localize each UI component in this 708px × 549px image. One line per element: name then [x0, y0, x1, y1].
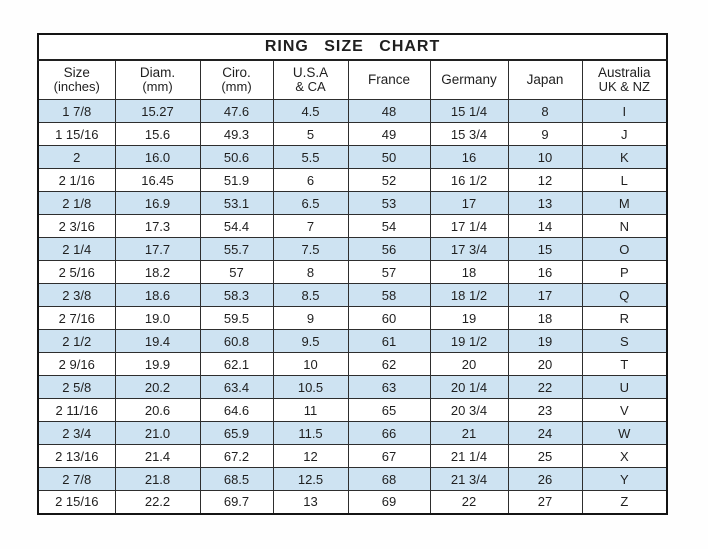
table-row [38, 307, 667, 330]
table-cell: 20.2 [115, 376, 200, 399]
table-cell: 49 [348, 123, 430, 146]
table-cell: 8.5 [273, 284, 348, 307]
table-cell: 11.5 [273, 422, 348, 445]
column-header-sublabel: (mm) [142, 79, 173, 95]
column-header [115, 60, 200, 100]
table-cell: 61 [348, 330, 430, 353]
ring-size-table [37, 33, 668, 515]
table-cell: 15.6 [115, 123, 200, 146]
column-header [430, 60, 508, 100]
table-row [38, 376, 667, 399]
table-cell: 19 [508, 330, 582, 353]
table-cell: 17.3 [115, 215, 200, 238]
table-cell: 2 1/8 [38, 192, 115, 215]
column-header [348, 60, 430, 100]
table-cell: 58.3 [200, 284, 273, 307]
column-header-label: Japan [526, 72, 564, 88]
table-cell: 16.0 [115, 146, 200, 169]
table-cell: 22 [430, 491, 508, 514]
table-cell: 49.3 [200, 123, 273, 146]
table-cell: K [582, 146, 667, 169]
table-cell: 58 [348, 284, 430, 307]
table-cell: U [582, 376, 667, 399]
table-cell: 57 [200, 261, 273, 284]
table-cell: 19 1/2 [430, 330, 508, 353]
table-cell: 23 [508, 399, 582, 422]
table-cell: 9.5 [273, 330, 348, 353]
table-cell: 12.5 [273, 468, 348, 491]
table-cell: P [582, 261, 667, 284]
table-row [38, 468, 667, 491]
table-cell: 21 3/4 [430, 468, 508, 491]
table-row [38, 445, 667, 468]
table-cell: I [582, 100, 667, 123]
table-cell: 21 1/4 [430, 445, 508, 468]
table-cell: 2 11/16 [38, 399, 115, 422]
table-cell: S [582, 330, 667, 353]
table-cell: R [582, 307, 667, 330]
table-cell: 2 9/16 [38, 353, 115, 376]
table-row [38, 491, 667, 514]
column-header-sublabel: (mm) [221, 79, 252, 95]
table-cell: 67 [348, 445, 430, 468]
table-cell: 15.27 [115, 100, 200, 123]
table-cell: 2 5/8 [38, 376, 115, 399]
table-cell: 18.2 [115, 261, 200, 284]
table-cell: 57 [348, 261, 430, 284]
table-cell: 8 [273, 261, 348, 284]
table-cell: 48 [348, 100, 430, 123]
chart-title: RING SIZE CHART [38, 34, 667, 60]
column-header-label: Ciro. [222, 65, 251, 81]
table-cell: 20 [430, 353, 508, 376]
table-cell: 6.5 [273, 192, 348, 215]
table-cell: 60 [348, 307, 430, 330]
table-cell: 69.7 [200, 491, 273, 514]
table-cell: 16 [508, 261, 582, 284]
table-cell: 2 1/16 [38, 169, 115, 192]
table-cell: 13 [508, 192, 582, 215]
column-header [582, 60, 667, 100]
table-cell: 2 3/4 [38, 422, 115, 445]
table-row [38, 215, 667, 238]
table-cell: 21 [430, 422, 508, 445]
table-row [38, 238, 667, 261]
table-cell: 54.4 [200, 215, 273, 238]
table-cell: 25 [508, 445, 582, 468]
table-cell: 68.5 [200, 468, 273, 491]
table-cell: 65 [348, 399, 430, 422]
table-cell: 20 1/4 [430, 376, 508, 399]
table-cell: Y [582, 468, 667, 491]
table-cell: O [582, 238, 667, 261]
table-cell: 17 [430, 192, 508, 215]
table-cell: 50 [348, 146, 430, 169]
table-cell: V [582, 399, 667, 422]
table-cell: 2 3/16 [38, 215, 115, 238]
table-cell: 19.9 [115, 353, 200, 376]
column-header-label: Size [63, 65, 90, 81]
table-cell: 2 7/8 [38, 468, 115, 491]
table-cell: 66 [348, 422, 430, 445]
table-cell: 62.1 [200, 353, 273, 376]
table-row [38, 261, 667, 284]
table-cell: 64.6 [200, 399, 273, 422]
table-cell: 63.4 [200, 376, 273, 399]
table-cell: 62 [348, 353, 430, 376]
table-cell: 6 [273, 169, 348, 192]
table-cell: 53.1 [200, 192, 273, 215]
table-cell: 21.0 [115, 422, 200, 445]
table-cell: 54 [348, 215, 430, 238]
table-cell: 21.4 [115, 445, 200, 468]
table-cell: 14 [508, 215, 582, 238]
table-cell: 53 [348, 192, 430, 215]
table-cell: N [582, 215, 667, 238]
table-cell: 19.0 [115, 307, 200, 330]
table-cell: 7.5 [273, 238, 348, 261]
table-cell: 2 1/2 [38, 330, 115, 353]
table-cell: 5 [273, 123, 348, 146]
table-cell: 1 7/8 [38, 100, 115, 123]
table-cell: 19 [430, 307, 508, 330]
table-cell: 55.7 [200, 238, 273, 261]
table-row [38, 422, 667, 445]
table-cell: 10.5 [273, 376, 348, 399]
column-header [508, 60, 582, 100]
table-cell: 20 [508, 353, 582, 376]
table-row [38, 146, 667, 169]
table-cell: 20.6 [115, 399, 200, 422]
table-cell: 20 3/4 [430, 399, 508, 422]
table-cell: 5.5 [273, 146, 348, 169]
table-cell: 16 [430, 146, 508, 169]
header-row [38, 60, 667, 100]
table-cell: 15 3/4 [430, 123, 508, 146]
table-cell: 60.8 [200, 330, 273, 353]
table-cell: 24 [508, 422, 582, 445]
table-cell: Z [582, 491, 667, 514]
table-cell: 69 [348, 491, 430, 514]
table-row [38, 330, 667, 353]
column-header-sublabel: & CA [295, 79, 326, 95]
table-cell: 51.9 [200, 169, 273, 192]
table-cell: 22.2 [115, 491, 200, 514]
table-cell: 63 [348, 376, 430, 399]
column-header-label: France [367, 72, 411, 88]
table-cell: 18 [508, 307, 582, 330]
column-header-label: U.S.A [292, 65, 329, 81]
table-cell: 1 15/16 [38, 123, 115, 146]
table-row [38, 284, 667, 307]
table-cell: 68 [348, 468, 430, 491]
table-cell: 56 [348, 238, 430, 261]
table-cell: Q [582, 284, 667, 307]
table-cell: 67.2 [200, 445, 273, 468]
title-row [38, 34, 667, 60]
table-row [38, 399, 667, 422]
table-cell: 12 [508, 169, 582, 192]
column-header-label: Germany [441, 72, 497, 88]
table-cell: M [582, 192, 667, 215]
table-cell: L [582, 169, 667, 192]
table-row [38, 353, 667, 376]
table-cell: 9 [508, 123, 582, 146]
table-cell: 18 [430, 261, 508, 284]
table-cell: 15 1/4 [430, 100, 508, 123]
table-body [38, 100, 667, 514]
column-header-sublabel: (inches) [53, 79, 100, 95]
table-cell: 2 15/16 [38, 491, 115, 514]
table-cell: 16.45 [115, 169, 200, 192]
table-cell: 47.6 [200, 100, 273, 123]
table-cell: 2 1/4 [38, 238, 115, 261]
table-cell: 18.6 [115, 284, 200, 307]
table-row [38, 123, 667, 146]
table-cell: 17 3/4 [430, 238, 508, 261]
column-header-label: Australia [598, 65, 651, 81]
table-cell: 16 1/2 [430, 169, 508, 192]
table-cell: J [582, 123, 667, 146]
table-cell: 50.6 [200, 146, 273, 169]
table-cell: 17 [508, 284, 582, 307]
table-row [38, 100, 667, 123]
table-cell: W [582, 422, 667, 445]
table-cell: 22 [508, 376, 582, 399]
table-cell: 17 1/4 [430, 215, 508, 238]
table-cell: 19.4 [115, 330, 200, 353]
table-cell: 59.5 [200, 307, 273, 330]
table-cell: 10 [508, 146, 582, 169]
table-cell: 9 [273, 307, 348, 330]
table-cell: 52 [348, 169, 430, 192]
table-cell: 15 [508, 238, 582, 261]
table-cell: 2 5/16 [38, 261, 115, 284]
table-cell: 4.5 [273, 100, 348, 123]
table-cell: 2 3/8 [38, 284, 115, 307]
table-cell: 12 [273, 445, 348, 468]
table-cell: 16.9 [115, 192, 200, 215]
table-cell: 13 [273, 491, 348, 514]
table-cell: 2 13/16 [38, 445, 115, 468]
table-cell: 17.7 [115, 238, 200, 261]
column-header-label: Diam. [139, 65, 176, 81]
column-header [38, 60, 115, 100]
table-cell: X [582, 445, 667, 468]
column-header [200, 60, 273, 100]
table-cell: 21.8 [115, 468, 200, 491]
table-cell: 26 [508, 468, 582, 491]
column-header [273, 60, 348, 100]
table-cell: 10 [273, 353, 348, 376]
table-cell: T [582, 353, 667, 376]
table-cell: 2 7/16 [38, 307, 115, 330]
table-cell: 27 [508, 491, 582, 514]
table-cell: 8 [508, 100, 582, 123]
table-cell: 18 1/2 [430, 284, 508, 307]
table-row [38, 192, 667, 215]
column-header-sublabel: UK & NZ [598, 79, 650, 95]
table-cell: 65.9 [200, 422, 273, 445]
table-cell: 7 [273, 215, 348, 238]
table-cell: 2 [38, 146, 115, 169]
table-row [38, 169, 667, 192]
table-cell: 11 [273, 399, 348, 422]
